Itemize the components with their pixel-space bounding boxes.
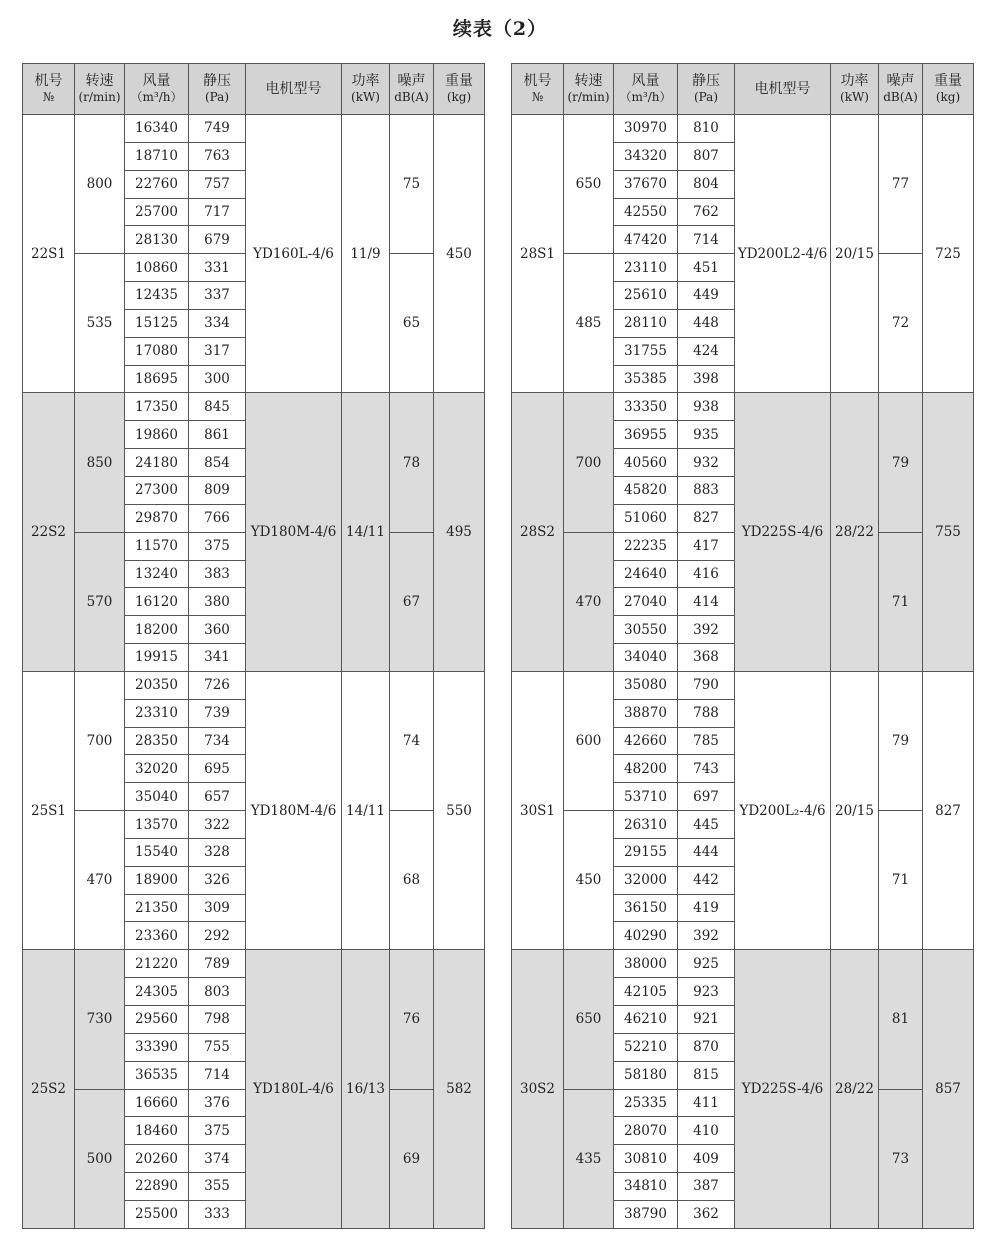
speed-cell: 470 <box>75 811 125 950</box>
flow-cell: 27040 <box>614 588 678 616</box>
motor-cell: YD180M-4/6 <box>246 671 342 949</box>
pressure-cell: 419 <box>678 894 735 922</box>
pressure-cell: 726 <box>189 671 246 699</box>
pressure-cell: 695 <box>189 755 246 783</box>
noise-cell: 69 <box>390 1089 434 1228</box>
flow-cell: 16340 <box>125 115 189 143</box>
motor-cell: YD180M-4/6 <box>246 393 342 671</box>
pressure-cell: 380 <box>189 588 246 616</box>
noise-cell: 67 <box>390 532 434 671</box>
flow-cell: 25500 <box>125 1200 189 1228</box>
noise-cell: 71 <box>879 811 923 950</box>
pressure-cell: 788 <box>678 699 735 727</box>
flow-cell: 34040 <box>614 644 678 672</box>
flow-cell: 46210 <box>614 1006 678 1034</box>
flow-cell: 24640 <box>614 560 678 588</box>
flow-cell: 33350 <box>614 393 678 421</box>
pressure-cell: 938 <box>678 393 735 421</box>
flow-cell: 16120 <box>125 588 189 616</box>
pressure-cell: 714 <box>678 226 735 254</box>
flow-cell: 53710 <box>614 783 678 811</box>
model-cell: 30S1 <box>512 671 564 949</box>
table-row <box>23 393 485 421</box>
power-cell: 28/22 <box>831 393 879 671</box>
table-row <box>512 115 974 143</box>
pressure-cell: 451 <box>678 254 735 282</box>
header-flow: 风量 （m³/h） <box>125 64 189 115</box>
flow-cell: 35080 <box>614 671 678 699</box>
motor-cell: YD200L2-4/6 <box>735 115 831 393</box>
flow-cell: 18200 <box>125 616 189 644</box>
flow-cell: 18695 <box>125 365 189 393</box>
table-row <box>23 115 485 143</box>
speed-cell: 535 <box>75 254 125 393</box>
flow-cell: 30810 <box>614 1145 678 1173</box>
header-motor: 电机型号 <box>246 64 342 115</box>
flow-cell: 29870 <box>125 504 189 532</box>
model-cell: 28S1 <box>512 115 564 393</box>
speed-cell: 500 <box>75 1089 125 1228</box>
pressure-cell: 309 <box>189 894 246 922</box>
speed-cell: 730 <box>75 950 125 1089</box>
flow-cell: 24305 <box>125 978 189 1006</box>
noise-cell: 73 <box>879 1089 923 1228</box>
pressure-cell: 815 <box>678 1061 735 1089</box>
table-row <box>23 671 485 699</box>
header-speed: 转速 (r/min) <box>564 64 614 115</box>
flow-cell: 22890 <box>125 1173 189 1201</box>
pressure-cell: 749 <box>189 115 246 143</box>
model-cell: 25S2 <box>23 950 75 1228</box>
pressure-cell: 424 <box>678 337 735 365</box>
flow-cell: 38790 <box>614 1200 678 1228</box>
flow-cell: 26310 <box>614 811 678 839</box>
header-power: 功率 (kW) <box>342 64 390 115</box>
fan-spec-table-right <box>511 63 974 1229</box>
pressure-cell: 383 <box>189 560 246 588</box>
pressure-cell: 326 <box>189 866 246 894</box>
flow-cell: 42105 <box>614 978 678 1006</box>
pressure-cell: 827 <box>678 504 735 532</box>
flow-cell: 36150 <box>614 894 678 922</box>
flow-cell: 25610 <box>614 282 678 310</box>
flow-cell: 30970 <box>614 115 678 143</box>
motor-cell: YD225S-4/6 <box>735 950 831 1228</box>
flow-cell: 25700 <box>125 198 189 226</box>
pressure-cell: 416 <box>678 560 735 588</box>
pressure-cell: 734 <box>189 727 246 755</box>
noise-cell: 65 <box>390 254 434 393</box>
power-cell: 28/22 <box>831 950 879 1228</box>
flow-cell: 29560 <box>125 1006 189 1034</box>
noise-cell: 79 <box>879 393 923 532</box>
flow-cell: 19915 <box>125 644 189 672</box>
speed-cell: 570 <box>75 532 125 671</box>
motor-cell: YD160L-4/6 <box>246 115 342 393</box>
noise-cell: 81 <box>879 950 923 1089</box>
power-cell: 20/15 <box>831 671 879 949</box>
pressure-cell: 845 <box>189 393 246 421</box>
flow-cell: 19860 <box>125 421 189 449</box>
pressure-cell: 854 <box>189 449 246 477</box>
pressure-cell: 317 <box>189 337 246 365</box>
weight-cell: 857 <box>923 950 974 1228</box>
motor-cell: YD200L₂-4/6 <box>735 671 831 949</box>
header-noise: 噪声 dB(A) <box>879 64 923 115</box>
pressure-cell: 341 <box>189 644 246 672</box>
flow-cell: 28110 <box>614 309 678 337</box>
flow-cell: 28130 <box>125 226 189 254</box>
pressure-cell: 679 <box>189 226 246 254</box>
motor-cell: YD180L-4/6 <box>246 950 342 1228</box>
flow-cell: 18900 <box>125 866 189 894</box>
pressure-cell: 789 <box>189 950 246 978</box>
weight-cell: 755 <box>923 393 974 671</box>
pressure-cell: 331 <box>189 254 246 282</box>
flow-cell: 42660 <box>614 727 678 755</box>
speed-cell: 800 <box>75 115 125 254</box>
model-cell: 22S1 <box>23 115 75 393</box>
speed-cell: 700 <box>75 671 125 810</box>
pressure-cell: 657 <box>189 783 246 811</box>
flow-cell: 15540 <box>125 838 189 866</box>
pressure-cell: 337 <box>189 282 246 310</box>
flow-cell: 20260 <box>125 1145 189 1173</box>
flow-cell: 45820 <box>614 476 678 504</box>
flow-cell: 20350 <box>125 671 189 699</box>
noise-cell: 74 <box>390 671 434 810</box>
pressure-cell: 755 <box>189 1033 246 1061</box>
flow-cell: 37670 <box>614 170 678 198</box>
flow-cell: 22235 <box>614 532 678 560</box>
pressure-cell: 763 <box>189 142 246 170</box>
pressure-cell: 411 <box>678 1089 735 1117</box>
speed-cell: 485 <box>564 254 614 393</box>
speed-cell: 700 <box>564 393 614 532</box>
header-model: 机号 № <box>23 64 75 115</box>
speed-cell: 850 <box>75 393 125 532</box>
table-row <box>512 671 974 699</box>
flow-cell: 30550 <box>614 616 678 644</box>
flow-cell: 25335 <box>614 1089 678 1117</box>
pressure-cell: 798 <box>189 1006 246 1034</box>
pressure-cell: 368 <box>678 644 735 672</box>
pressure-cell: 790 <box>678 671 735 699</box>
flow-cell: 11570 <box>125 532 189 560</box>
flow-cell: 33390 <box>125 1033 189 1061</box>
pressure-cell: 448 <box>678 309 735 337</box>
pressure-cell: 809 <box>189 476 246 504</box>
flow-cell: 38000 <box>614 950 678 978</box>
noise-cell: 78 <box>390 393 434 532</box>
flow-cell: 34320 <box>614 142 678 170</box>
power-cell: 16/13 <box>342 950 390 1228</box>
pressure-cell: 322 <box>189 811 246 839</box>
power-cell: 14/11 <box>342 671 390 949</box>
model-cell: 22S2 <box>23 393 75 671</box>
pressure-cell: 362 <box>678 1200 735 1228</box>
pressure-cell: 375 <box>189 1117 246 1145</box>
pressure-cell: 387 <box>678 1173 735 1201</box>
flow-cell: 28070 <box>614 1117 678 1145</box>
header-speed: 转速 (r/min) <box>75 64 125 115</box>
pressure-cell: 333 <box>189 1200 246 1228</box>
header-flow: 风量 （m³/h） <box>614 64 678 115</box>
flow-cell: 22760 <box>125 170 189 198</box>
pressure-cell: 810 <box>678 115 735 143</box>
pressure-cell: 410 <box>678 1117 735 1145</box>
pressure-cell: 717 <box>189 198 246 226</box>
speed-cell: 470 <box>564 532 614 671</box>
pressure-cell: 300 <box>189 365 246 393</box>
header-noise: 噪声 dB(A) <box>390 64 434 115</box>
speed-cell: 435 <box>564 1089 614 1228</box>
flow-cell: 32000 <box>614 866 678 894</box>
pressure-cell: 714 <box>189 1061 246 1089</box>
flow-cell: 34810 <box>614 1173 678 1201</box>
weight-cell: 495 <box>434 393 485 671</box>
header-model: 机号 № <box>512 64 564 115</box>
pressure-cell: 442 <box>678 866 735 894</box>
power-cell: 20/15 <box>831 115 879 393</box>
pressure-cell: 870 <box>678 1033 735 1061</box>
flow-cell: 23110 <box>614 254 678 282</box>
model-cell: 25S1 <box>23 671 75 949</box>
flow-cell: 42550 <box>614 198 678 226</box>
model-cell: 30S2 <box>512 950 564 1228</box>
flow-cell: 36535 <box>125 1061 189 1089</box>
weight-cell: 450 <box>434 115 485 393</box>
power-cell: 14/11 <box>342 393 390 671</box>
noise-cell: 76 <box>390 950 434 1089</box>
pressure-cell: 376 <box>189 1089 246 1117</box>
pressure-cell: 334 <box>189 309 246 337</box>
weight-cell: 725 <box>923 115 974 393</box>
flow-cell: 29155 <box>614 838 678 866</box>
header-row <box>23 64 485 115</box>
motor-cell: YD225S-4/6 <box>735 393 831 671</box>
flow-cell: 32020 <box>125 755 189 783</box>
pressure-cell: 375 <box>189 532 246 560</box>
pressure-cell: 392 <box>678 922 735 950</box>
speed-cell: 600 <box>564 671 614 810</box>
header-motor: 电机型号 <box>735 64 831 115</box>
flow-cell: 47420 <box>614 226 678 254</box>
pressure-cell: 762 <box>678 198 735 226</box>
flow-cell: 21220 <box>125 950 189 978</box>
flow-cell: 18460 <box>125 1117 189 1145</box>
flow-cell: 35385 <box>614 365 678 393</box>
flow-cell: 23360 <box>125 922 189 950</box>
flow-cell: 10860 <box>125 254 189 282</box>
flow-cell: 51060 <box>614 504 678 532</box>
pressure-cell: 785 <box>678 727 735 755</box>
pressure-cell: 445 <box>678 811 735 839</box>
flow-cell: 12435 <box>125 282 189 310</box>
pressure-cell: 923 <box>678 978 735 1006</box>
pressure-cell: 766 <box>189 504 246 532</box>
speed-cell: 650 <box>564 115 614 254</box>
flow-cell: 52210 <box>614 1033 678 1061</box>
flow-cell: 16660 <box>125 1089 189 1117</box>
pressure-cell: 355 <box>189 1173 246 1201</box>
pressure-cell: 883 <box>678 476 735 504</box>
weight-cell: 582 <box>434 950 485 1228</box>
fan-spec-table-left <box>22 63 485 1229</box>
pressure-cell: 417 <box>678 532 735 560</box>
pressure-cell: 292 <box>189 922 246 950</box>
pressure-cell: 374 <box>189 1145 246 1173</box>
header-power: 功率 (kW) <box>831 64 879 115</box>
flow-cell: 58180 <box>614 1061 678 1089</box>
header-pressure: 静压 (Pa) <box>189 64 246 115</box>
pressure-cell: 925 <box>678 950 735 978</box>
header-weight: 重量 (kg) <box>923 64 974 115</box>
pressure-cell: 739 <box>189 699 246 727</box>
noise-cell: 72 <box>879 254 923 393</box>
table-row <box>512 393 974 421</box>
flow-cell: 27300 <box>125 476 189 504</box>
pressure-cell: 803 <box>189 978 246 1006</box>
flow-cell: 28350 <box>125 727 189 755</box>
pressure-cell: 697 <box>678 783 735 811</box>
flow-cell: 13570 <box>125 811 189 839</box>
page-title: 续表（2） <box>452 18 548 40</box>
flow-cell: 40560 <box>614 449 678 477</box>
pressure-cell: 935 <box>678 421 735 449</box>
flow-cell: 18710 <box>125 142 189 170</box>
flow-cell: 24180 <box>125 449 189 477</box>
pressure-cell: 921 <box>678 1006 735 1034</box>
pressure-cell: 804 <box>678 170 735 198</box>
noise-cell: 77 <box>879 115 923 254</box>
flow-cell: 35040 <box>125 783 189 811</box>
pressure-cell: 807 <box>678 142 735 170</box>
flow-cell: 36955 <box>614 421 678 449</box>
pressure-cell: 398 <box>678 365 735 393</box>
header-weight: 重量 (kg) <box>434 64 485 115</box>
model-cell: 28S2 <box>512 393 564 671</box>
flow-cell: 17080 <box>125 337 189 365</box>
speed-cell: 650 <box>564 950 614 1089</box>
noise-cell: 71 <box>879 532 923 671</box>
pressure-cell: 757 <box>189 170 246 198</box>
pressure-cell: 414 <box>678 588 735 616</box>
pressure-cell: 743 <box>678 755 735 783</box>
pressure-cell: 449 <box>678 282 735 310</box>
pressure-cell: 861 <box>189 421 246 449</box>
flow-cell: 15125 <box>125 309 189 337</box>
flow-cell: 48200 <box>614 755 678 783</box>
weight-cell: 550 <box>434 671 485 949</box>
pressure-cell: 444 <box>678 838 735 866</box>
flow-cell: 23310 <box>125 699 189 727</box>
noise-cell: 79 <box>879 671 923 810</box>
flow-cell: 40290 <box>614 922 678 950</box>
pressure-cell: 360 <box>189 616 246 644</box>
table-row <box>512 950 974 978</box>
noise-cell: 75 <box>390 115 434 254</box>
pressure-cell: 392 <box>678 616 735 644</box>
flow-cell: 21350 <box>125 894 189 922</box>
pressure-cell: 932 <box>678 449 735 477</box>
noise-cell: 68 <box>390 811 434 950</box>
flow-cell: 38870 <box>614 699 678 727</box>
flow-cell: 13240 <box>125 560 189 588</box>
header-row <box>512 64 974 115</box>
flow-cell: 17350 <box>125 393 189 421</box>
table-row <box>23 950 485 978</box>
header-pressure: 静压 (Pa) <box>678 64 735 115</box>
pressure-cell: 409 <box>678 1145 735 1173</box>
speed-cell: 450 <box>564 811 614 950</box>
pressure-cell: 328 <box>189 838 246 866</box>
weight-cell: 827 <box>923 671 974 949</box>
flow-cell: 31755 <box>614 337 678 365</box>
power-cell: 11/9 <box>342 115 390 393</box>
